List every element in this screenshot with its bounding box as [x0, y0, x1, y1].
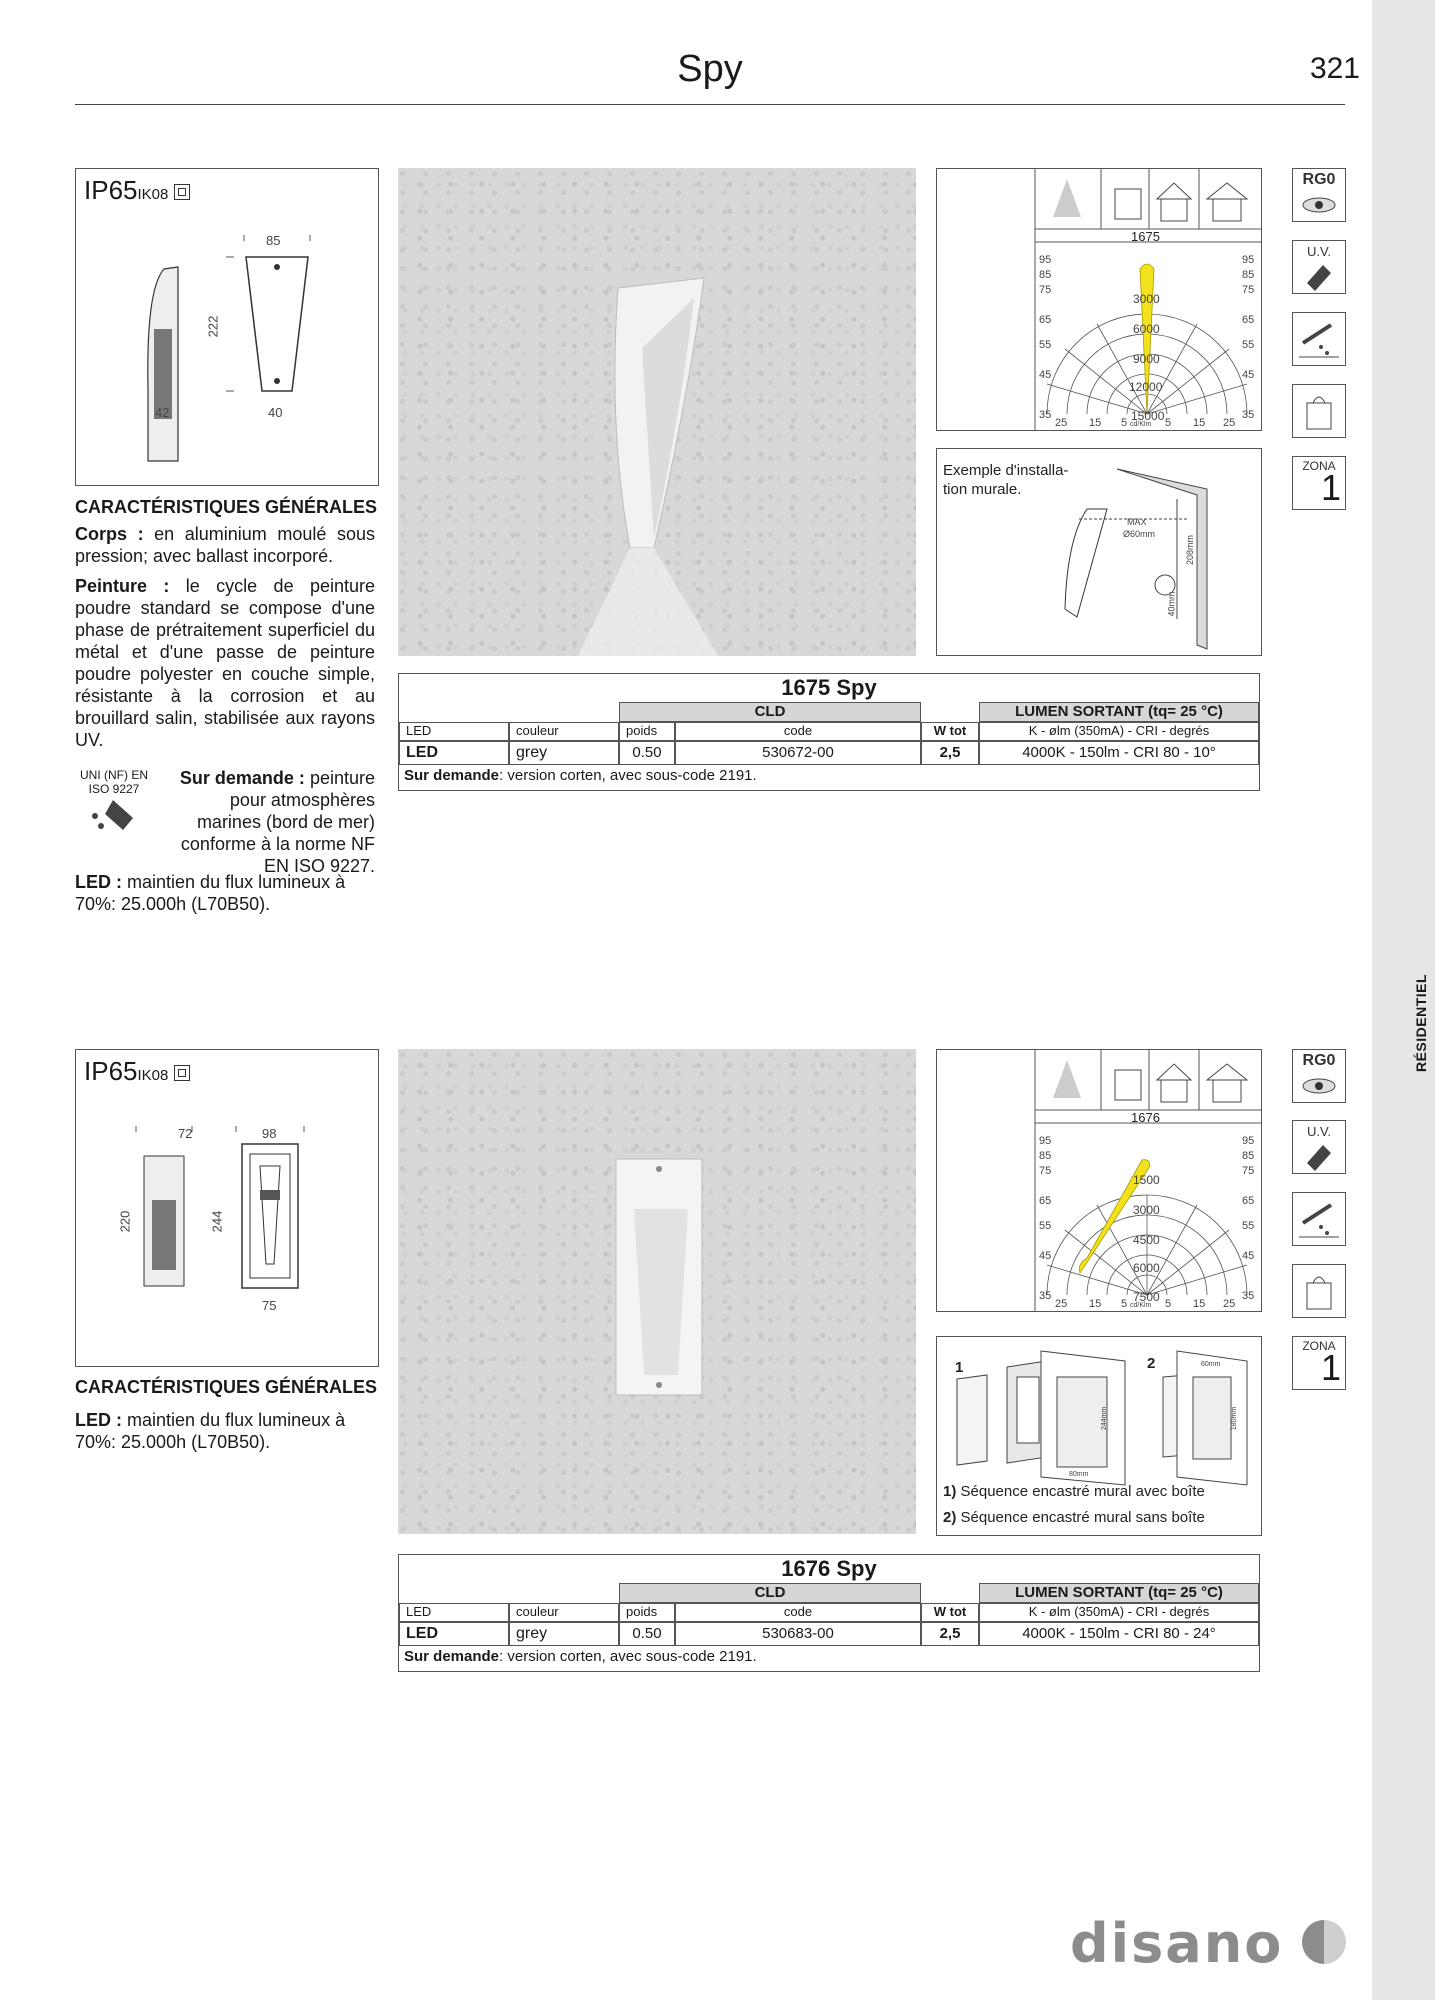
- install-caption-2: 2) Séquence encastré mural sans boîte: [943, 1509, 1205, 1526]
- led-text-1675: LED : maintien du flux lumineux à 70%: 25.000h (L70B50).: [75, 872, 346, 914]
- angle-l-75: 75: [1039, 284, 1052, 296]
- photometric-diagram-1675: [936, 168, 1262, 431]
- install-num-2: 2: [1147, 1355, 1156, 1372]
- bag-icon: [1293, 385, 1345, 437]
- zona-icon-2: [1292, 1336, 1346, 1390]
- uv-icon-2: [1292, 1120, 1346, 1174]
- installation-diagram-1675: [936, 448, 1262, 656]
- polar-chart-1676: [937, 1050, 1261, 1311]
- ip-rating: IP65IK08: [84, 175, 190, 206]
- bottom2-5r: 5: [1165, 1298, 1172, 1310]
- polar2-val-3: 4500: [1133, 1233, 1160, 1247]
- angle2-r-55: 55: [1242, 1220, 1255, 1232]
- col-led: LED: [399, 722, 509, 741]
- angle2-l-45: 45: [1039, 1250, 1052, 1262]
- peinture-text: Peinture : le cycle de peinture poudre standard se compose d'une phase de prétraitement superficiel du métal et d'une passe de peinture poudre polyester en couche simple, résistante à la corrosion et au brouillard salin, stabilisée aux rayons UV.: [75, 576, 375, 750]
- angle-r-85: 85: [1242, 269, 1255, 281]
- install2-60: 60mm: [1201, 1361, 1221, 1368]
- fixture-recessed-drawing: [76, 1050, 378, 1366]
- col-wtot: W tot: [921, 722, 979, 741]
- bottom2-25r: 25: [1223, 1298, 1236, 1310]
- dimension-drawing-1676: [75, 1049, 379, 1367]
- eye-icon: [1293, 169, 1345, 221]
- col-spec: K - ølm (350mA) - CRI - degrés: [979, 722, 1259, 741]
- dim-75: 75: [262, 1298, 277, 1313]
- install2-244: 244mm: [1101, 1406, 1109, 1431]
- rgo-icon-2: [1292, 1049, 1346, 1103]
- row-code: 530672-00: [675, 741, 921, 765]
- angle-l-35: 35: [1039, 409, 1052, 421]
- disano-logo: disano: [1070, 1912, 1284, 1975]
- uv-label-2: U.V.: [1306, 1124, 1332, 1139]
- chemical-icon: [1292, 312, 1346, 366]
- polar2-val-4: 6000: [1133, 1261, 1160, 1275]
- col-poids: poids: [619, 722, 675, 741]
- bottom-unit: cd/Klm: [1130, 421, 1152, 428]
- features-heading-1675: CARACTÉRISTIQUES GÉNÉRALES: [75, 497, 378, 517]
- bottom-25l: 25: [1055, 417, 1068, 429]
- angle2-l-75: 75: [1039, 1165, 1052, 1177]
- install-max: MAX: [1127, 517, 1147, 527]
- uv-label: U.V.: [1306, 244, 1332, 259]
- features-heading-1676: CARACTÉRISTIQUES GÉNÉRALES: [75, 1377, 378, 1397]
- col-code: code: [675, 722, 921, 741]
- col-led-2: LED: [399, 1603, 509, 1622]
- angle2-r-45: 45: [1242, 1250, 1255, 1262]
- angle-r-45: 45: [1242, 369, 1255, 381]
- table-note-2: Sur demande: version corten, avec sous-code 2191.: [404, 1648, 757, 1665]
- spray-icon: [1293, 241, 1345, 293]
- row-wtot: 2,5: [921, 741, 979, 765]
- polar2-val-5: 7500: [1133, 1290, 1160, 1304]
- polar-val-5: 15000: [1131, 409, 1165, 423]
- polar-model: 1675: [1131, 229, 1160, 244]
- polar2-val-1: 1500: [1133, 1173, 1160, 1187]
- polar-chart-1675: [937, 169, 1261, 430]
- row-poids-2: 0.50: [619, 1622, 675, 1646]
- zona-number: 1: [1320, 467, 1341, 508]
- install-caption: Exemple d'installa- tion murale.: [943, 462, 1069, 498]
- col-couleur: couleur: [509, 722, 619, 741]
- group-lumen-2: LUMEN SORTANT (tq= 25 °C): [979, 1583, 1259, 1603]
- bag-icon-2: [1293, 1265, 1345, 1317]
- ip-rating-2: IP65IK08: [84, 1056, 190, 1087]
- product-photo-1676: [398, 1049, 916, 1534]
- row-couleur-2: grey: [509, 1622, 619, 1646]
- rgo-label-2: RG0: [1302, 1052, 1336, 1069]
- page-number: 321: [1309, 52, 1360, 85]
- bottom-5l: 5: [1121, 417, 1128, 429]
- polar-val-4: 12000: [1129, 380, 1163, 394]
- zona-number-2: 1: [1320, 1347, 1341, 1388]
- zona-label: ZONA: [1302, 459, 1336, 473]
- zona-icon: [1292, 456, 1346, 510]
- angle2-r-85: 85: [1242, 1150, 1255, 1162]
- dim-bottom: 40: [268, 405, 283, 420]
- row-led-2: LED: [399, 1622, 509, 1646]
- salt-spray-icon: [83, 796, 143, 832]
- install2-180: 180mm: [1231, 1406, 1239, 1431]
- group-cld-2: CLD: [619, 1583, 921, 1603]
- angle-l-85: 85: [1039, 269, 1052, 281]
- spray-icon-2: [1293, 1121, 1345, 1173]
- polar-model-2: 1676: [1131, 1110, 1160, 1125]
- product-table-1675: [398, 673, 1260, 791]
- group-lumen: LUMEN SORTANT (tq= 25 °C): [979, 702, 1259, 722]
- angle-r-35: 35: [1242, 409, 1255, 421]
- install-num-1: 1: [955, 1359, 964, 1376]
- polar-val-3: 9000: [1133, 352, 1160, 366]
- dim-244: 244: [209, 1210, 225, 1233]
- angle2-r-95: 95: [1242, 1135, 1255, 1147]
- installation-diagram-1676: [936, 1336, 1262, 1536]
- bottom2-15r: 15: [1193, 1298, 1206, 1310]
- angle2-l-95: 95: [1039, 1135, 1052, 1147]
- shop-icon: [1292, 384, 1346, 438]
- row-poids: 0.50: [619, 741, 675, 765]
- row-wtot-2: 2,5: [921, 1622, 979, 1646]
- row-couleur: grey: [509, 741, 619, 765]
- angle-l-55: 55: [1039, 339, 1052, 351]
- table-title: 1675 Spy: [781, 675, 877, 700]
- drip-icon-2: [1293, 1193, 1345, 1245]
- dim-width: 85: [266, 233, 281, 248]
- rgo-label: RG0: [1302, 171, 1336, 188]
- corps-text: Corps : en aluminium moulé sous pression; avec ballast incorporé.: [75, 524, 375, 566]
- fixture-photo-1676: [398, 1049, 916, 1534]
- bottom2-unit: cd/Klm: [1130, 1302, 1152, 1309]
- bottom-15r: 15: [1193, 417, 1206, 429]
- wall-install-drawing: [937, 449, 1261, 655]
- dim-depth: 42: [155, 405, 170, 420]
- bottom2-5l: 5: [1121, 1298, 1128, 1310]
- shop-icon-2: [1292, 1264, 1346, 1318]
- dimension-drawing-1675: [75, 168, 379, 486]
- uv-icon: [1292, 240, 1346, 294]
- polar-val-1: 3000: [1133, 292, 1160, 306]
- install2-80: 80mm: [1069, 1471, 1089, 1478]
- row-code-2: 530683-00: [675, 1622, 921, 1646]
- fixture-side-front-drawing: [76, 169, 378, 485]
- polar2-val-2: 3000: [1133, 1203, 1160, 1217]
- polar-val-2: 6000: [1133, 322, 1160, 336]
- dim-72: 72: [178, 1126, 193, 1141]
- col-wtot-2: W tot: [921, 1603, 979, 1622]
- col-couleur-2: couleur: [509, 1603, 619, 1622]
- angle-r-75: 75: [1242, 284, 1255, 296]
- product-photo-1675: [398, 168, 916, 656]
- angle-r-95: 95: [1242, 254, 1255, 266]
- page-title: Spy: [677, 48, 743, 90]
- col-poids-2: poids: [619, 1603, 675, 1622]
- angle-l-65: 65: [1039, 314, 1052, 326]
- dim-220: 220: [117, 1210, 133, 1233]
- angle2-l-65: 65: [1039, 1195, 1052, 1207]
- install-40: 40mm: [1166, 591, 1177, 617]
- row-led: LED: [399, 741, 509, 765]
- eye-icon-2: [1293, 1050, 1345, 1102]
- norm-label: UNI (NF) EN ISO 9227: [80, 768, 148, 796]
- rgo-icon: [1292, 168, 1346, 222]
- col-code-2: code: [675, 1603, 921, 1622]
- led-text-1676: LED : maintien du flux lumineux à 70%: 25.000h (L70B50).: [75, 1410, 346, 1452]
- angle2-r-35: 35: [1242, 1290, 1255, 1302]
- row-spec-2: 4000K - 150lm - CRI 80 - 24°: [979, 1622, 1259, 1646]
- table-note: Sur demande: version corten, avec sous-code 2191.: [404, 767, 757, 784]
- group-cld: CLD: [619, 702, 921, 722]
- install-208: 208mm: [1185, 534, 1196, 566]
- bottom-25r: 25: [1223, 417, 1236, 429]
- table-title-2: 1676 Spy: [781, 1556, 877, 1581]
- bottom2-15l: 15: [1089, 1298, 1102, 1310]
- row-spec: 4000K - 150lm - CRI 80 - 10°: [979, 741, 1259, 765]
- angle-l-45: 45: [1039, 369, 1052, 381]
- install-hole: Ø60mm: [1123, 529, 1156, 539]
- col-spec-2: K - ølm (350mA) - CRI - degrés: [979, 1603, 1259, 1622]
- header-rule: [75, 104, 1345, 105]
- angle2-r-75: 75: [1242, 1165, 1255, 1177]
- angle2-l-85: 85: [1039, 1150, 1052, 1162]
- logo-circle-icon: [1302, 1920, 1346, 1964]
- angle-r-65: 65: [1242, 314, 1255, 326]
- angle-r-55: 55: [1242, 339, 1255, 351]
- bottom-15l: 15: [1089, 417, 1102, 429]
- photometric-diagram-1676: [936, 1049, 1262, 1312]
- dim-98: 98: [262, 1126, 277, 1141]
- drip-icon: [1293, 313, 1345, 365]
- section-label: RÉSIDENTIEL: [1413, 973, 1430, 1073]
- angle2-r-65: 65: [1242, 1195, 1255, 1207]
- demande-text: Sur demande : peinture pour atmosphères marines (bord de mer) conforme à la norme NF EN ISO 9227.: [179, 768, 375, 876]
- product-table-1676: [398, 1554, 1260, 1672]
- norm-icon-block: [75, 768, 153, 837]
- fixture-photo-1675: [398, 168, 916, 656]
- zona-label-2: ZONA: [1302, 1339, 1336, 1353]
- bottom-5r: 5: [1165, 417, 1172, 429]
- dim-height: 222: [205, 315, 221, 338]
- chemical-icon-2: [1292, 1192, 1346, 1246]
- install-caption-1: 1) Séquence encastré mural avec boîte: [943, 1483, 1205, 1500]
- angle2-l-55: 55: [1039, 1220, 1052, 1232]
- angle2-l-35: 35: [1039, 1290, 1052, 1302]
- bottom2-25l: 25: [1055, 1298, 1068, 1310]
- angle-l-95: 95: [1039, 254, 1052, 266]
